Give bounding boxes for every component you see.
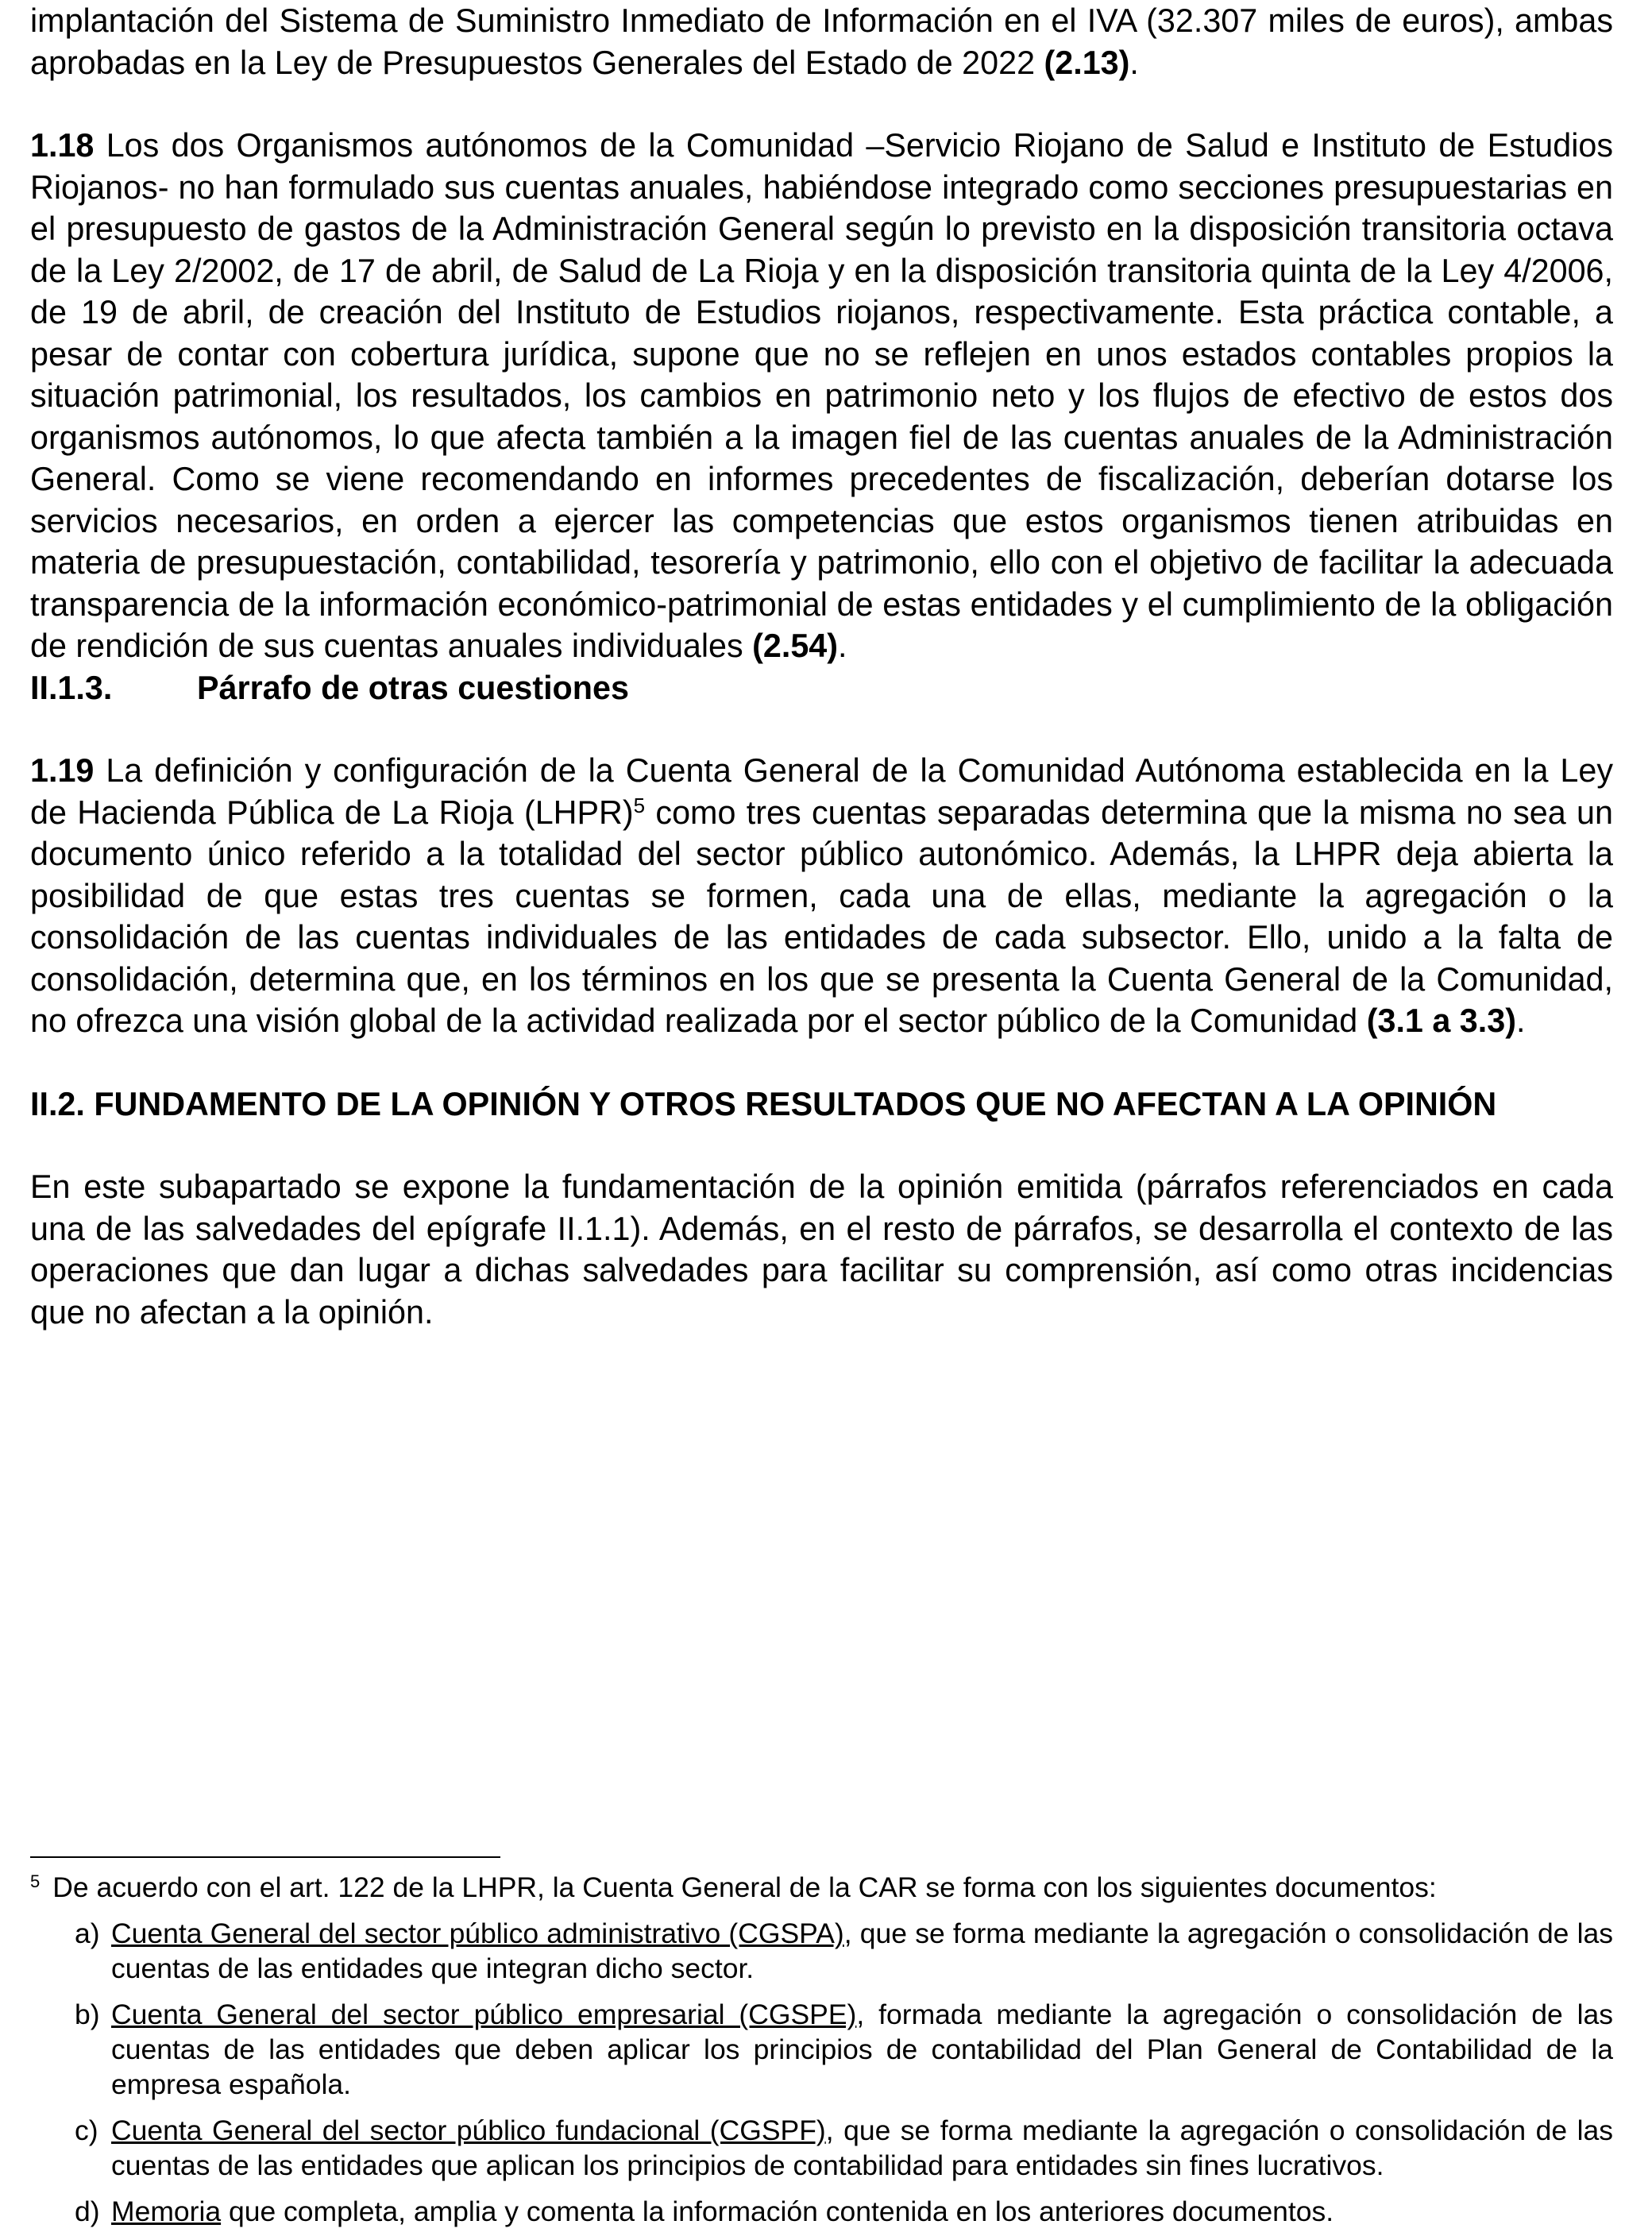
footnote-list-item: c) Cuenta General del sector público fundacional (CGSPF), que se forma mediante la agregación o consolidación de las cuentas de las entidades que aplican los principios de contabilidad para entidades sin fines lucrativos. — [75, 2114, 1613, 2181]
footnote-list-item: b) Cuenta General del sector público empresarial (CGSPE), formada mediante la agregación o consolidación de las cuentas de las entidades que deben aplicar los principios de contabilidad del Plan General de Contabilidad de la empresa española. — [75, 1999, 1614, 2100]
section-title: Párrafo de otras cuestiones — [197, 669, 629, 706]
paragraph-ii-2-intro: En este subapartado se expone la fundamentación de la opinión emitida (párrafos referenciados en cada una de las salvedades del epígrafe II.1.1). Además, en el resto de párrafos, se desarrolla el contexto de las operaciones que dan lugar a dichas salvedades para facilitar su comprensión, así como otras incidencias que no afectan a la opinión. — [30, 1168, 1613, 1330]
paragraph-reference: (3.1 a 3.3) — [1366, 1002, 1516, 1039]
underlined-term: Cuenta General del sector público administrativo (CGSPA) — [111, 1918, 844, 1949]
list-label: d) — [75, 2196, 100, 2227]
footnote-5: $^5$ De acuerdo con el art. 122 de la LHPR, la Cuenta General de la CAR se forma con los siguientes documentos: — [30, 1871, 1437, 1903]
paragraph-number: 1.18 — [30, 127, 95, 164]
underlined-term: Cuenta General del sector público fundacional (CGSPF) — [111, 2114, 826, 2146]
footnote-reference[interactable]: 5 — [633, 793, 646, 817]
section-heading-ii-1-3 — [30, 667, 1613, 709]
footnote-list-item: d) Memoria que completa, amplia y comenta la información contenida en los anteriores documentos. — [75, 2196, 1334, 2227]
footnote-separator — [30, 1856, 500, 1858]
paragraph-1-19: 1.19 La definición y configuración de la Cuenta General de la Comunidad Autónoma establecida en la Ley de Hacienda Pública de La Rioja (LHPR)$^5$ como tres cuentas separadas determina que la misma no sea un documento único referido a la totalidad del sector público autonómico. Además, la LHPR deja abierta la posibilidad de que estas tres cuentas se formen, cada una de ellas, mediante la agregación o la consolidación de las cuentas individuales de las entidades de cada subsector. Ello, unido a la falta de consolidación, determina que, en los términos en los que se presenta la Cuenta General de la Comunidad, no ofrezca una visión global de la actividad realizada por el sector público de la Comunidad (3.1 a 3.3). — [30, 752, 1613, 1039]
paragraph-number: 1.19 — [30, 752, 95, 789]
paragraph-1-18: 1.18 Los dos Organismos autónomos de la Comunidad –Servicio Riojano de Salud e Instituto de Estudios Riojanos- no han formulado sus cuentas anuales, habiéndose integrado como secciones presupuestarias en el presupuesto de gastos de la Administración General según lo previsto en la disposición transitoria octava de la Ley 2/2002, de 17 de abril, de Salud de La Rioja y en la disposición transitoria quinta de la Ley 4/2006, de 19 de abril, de creación del Instituto de Estudios riojanos, respectivamente. Esta práctica contable, a pesar de contar con cobertura jurídica, supone que no se reflejen en unos estados contables propios la situación patrimonial, los resultados, los cambios en patrimonio neto y los flujos de efectivo de estos dos organismos autónomos, lo que afecta también a la imagen fiel de las cuentas anuales de la Administración General. Como se viene recomendando en informes precedentes de fiscalización, deberían dotarse los servicios necesarios, en orden a ejercer las competencias que estos organismos tienen atribuidas en materia de presupuestación, contabilidad, tesorería y patrimonio, ello con el objetivo de facilitar la adecuada transparencia de la información económico-patrimonial de estas entidades y el cumplimiento de la obligación de rendición de sus cuentas anuales individuales (2.54). — [30, 127, 1613, 664]
paragraph-reference: (2.54) — [752, 628, 839, 664]
body-text — [30, 0, 1613, 1333]
footnote-list-item: a) Cuenta General del sector público administrativo (CGSPA), que se forma mediante la agregación o consolidación de las cuentas de las entidades que integran dicho sector. — [75, 1918, 1613, 1984]
section-heading-ii-2: II.2. FUNDAMENTO DE LA OPINIÓN Y OTROS RESULTADOS QUE NO AFECTAN A LA OPINIÓN — [30, 1085, 1497, 1122]
list-label: a) — [75, 1918, 100, 1949]
underlined-term: Memoria — [111, 2196, 222, 2227]
footnotes — [30, 1870, 1613, 2240]
paragraph-continuation: implantación del Sistema de Suministro Inmediato de Información en el IVA (32.307 miles de euros), ambas aprobadas en la Ley de Presupuestos Generales del Estado de 2022 (2.13). — [30, 2, 1613, 81]
list-label: c) — [75, 2114, 98, 2146]
footnote-mark: 5 — [30, 1871, 41, 1891]
underlined-term: Cuenta General del sector público empresarial (CGSPE) — [111, 1999, 857, 2030]
section-number: II.1.3. — [30, 669, 113, 706]
paragraph-reference: (2.13) — [1044, 44, 1130, 81]
list-label: b) — [75, 1999, 100, 2030]
